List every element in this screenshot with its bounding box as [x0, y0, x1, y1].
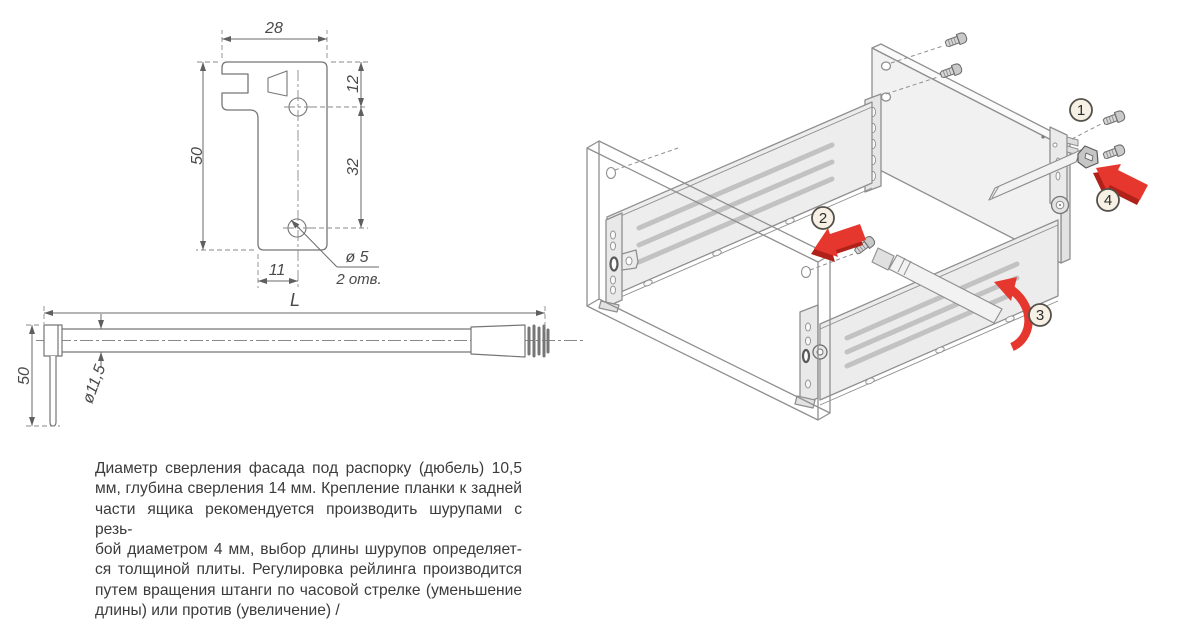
rod-end-sleeve: [44, 325, 62, 356]
rod-cone-adjuster: [471, 325, 525, 357]
dim-label-bottom-offset: 11: [268, 262, 286, 279]
side-panel-left: [607, 102, 872, 303]
screw-icon: [944, 32, 968, 49]
rod-dimension-lines: [32, 313, 545, 426]
dim-label-rod-diameter: ø11,5: [79, 362, 110, 406]
step-badge-4: [1097, 189, 1119, 211]
dim-label-hole-diameter: ø 5: [345, 249, 369, 266]
back-panel-hole: [882, 62, 891, 70]
latch-keyhole: [803, 350, 809, 362]
front-frame-hole-right: [802, 267, 811, 278]
step-badge-1: [1070, 99, 1092, 121]
description-line: мм, глубина сверления 14 мм. Крепление планки к задней: [95, 480, 522, 498]
description-line: длины) или против (увеличение) /: [95, 602, 340, 620]
back-panel-hole: [882, 93, 891, 101]
dim-label-height: 50: [189, 147, 206, 165]
dim-label-hole-spacing: 32: [345, 158, 362, 176]
rod-dimension-drawing: [16, 290, 583, 426]
bracket-tab-cutout: [268, 71, 287, 96]
dim-label-width: 28: [265, 20, 283, 37]
description-line: Диаметр сверления фасада под распорку (дюбель) 10,5: [95, 460, 522, 477]
description-line: ся толщиной плиты. Регулировка рейлинга производится: [95, 561, 522, 579]
dim-label-top-hole: 12: [345, 75, 362, 93]
front-frame-hole-left: [607, 168, 616, 179]
step-number: 4: [1103, 192, 1113, 209]
bracket-centerlines: [283, 70, 312, 288]
latch-keyhole: [611, 258, 618, 271]
step-number: 1: [1076, 102, 1086, 119]
dim-label-pin-length: 50: [16, 367, 33, 385]
dim-label-length: L: [289, 290, 301, 310]
bracket-dimension-drawing: [189, 20, 382, 288]
description-text: [95, 459, 522, 621]
screw-icon: [1102, 144, 1126, 161]
description-line: путем вращения штанги по часовой стрелке (уменьшение: [95, 581, 522, 599]
bracket-plate-outline: [222, 62, 327, 250]
pull-out-arrow-step2: [811, 224, 866, 262]
screw-icon: [1102, 110, 1126, 127]
step-number: 3: [1035, 307, 1045, 324]
dim-label-hole-count: 2 отв.: [336, 271, 382, 288]
screw-icon: [939, 63, 963, 80]
description-line: части ящика рекомендуется производить шурупами с резь-: [95, 500, 522, 538]
rod-extension-lines: [26, 306, 545, 426]
step-number: 2: [818, 210, 828, 227]
step-badge-2: [812, 207, 834, 229]
drill-axis-dashed: [615, 148, 678, 170]
description-line: бой диаметром 4 мм, выбор длины шурупов определяет-: [95, 541, 522, 559]
rod-hanging-pin: [50, 356, 56, 426]
assembly-diagram: [587, 32, 1148, 420]
step-badge-3: [1029, 304, 1051, 326]
